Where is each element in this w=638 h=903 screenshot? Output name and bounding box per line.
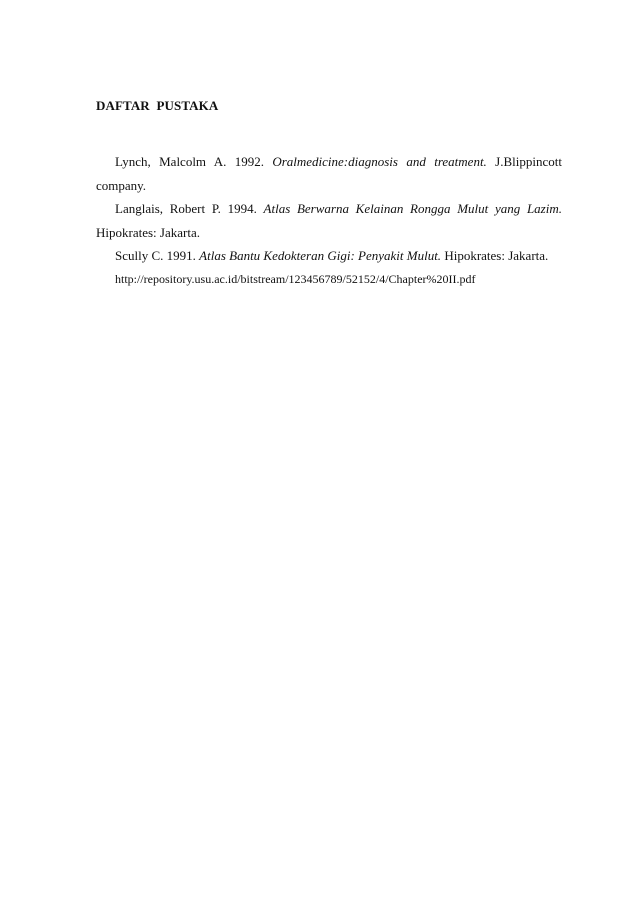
reference-item bbox=[96, 150, 562, 197]
reference-item bbox=[96, 244, 562, 268]
reference-url: http://repository.usu.ac.id/bitstream/123456789/52152/4/Chapter%20II.pdf bbox=[115, 271, 476, 286]
reference-title: Atlas Berwarna Kelainan Rongga Mulut yang Lazim. bbox=[263, 201, 562, 216]
reference-list bbox=[96, 150, 562, 291]
reference-author-year: Scully C. 1991. bbox=[115, 248, 200, 263]
reference-title: Atlas Bantu Kedokteran Gigi: Penyakit Mulut. bbox=[199, 248, 442, 263]
reference-title: Oralmedicine:diagnosis and treatment. bbox=[272, 154, 487, 169]
page-heading: DAFTAR PUSTAKA bbox=[96, 98, 219, 113]
reference-author-year: Lynch, Malcolm A. 1992. bbox=[115, 154, 273, 169]
reference-publisher: Hipokrates: Jakarta. bbox=[441, 248, 549, 263]
reference-publisher: Hipokrates: Jakarta. bbox=[96, 224, 200, 240]
reference-publisher: J.Blippincott company. bbox=[96, 154, 562, 193]
reference-author-year: Langlais, Robert P. 1994. bbox=[115, 201, 264, 216]
reference-item bbox=[96, 197, 562, 244]
